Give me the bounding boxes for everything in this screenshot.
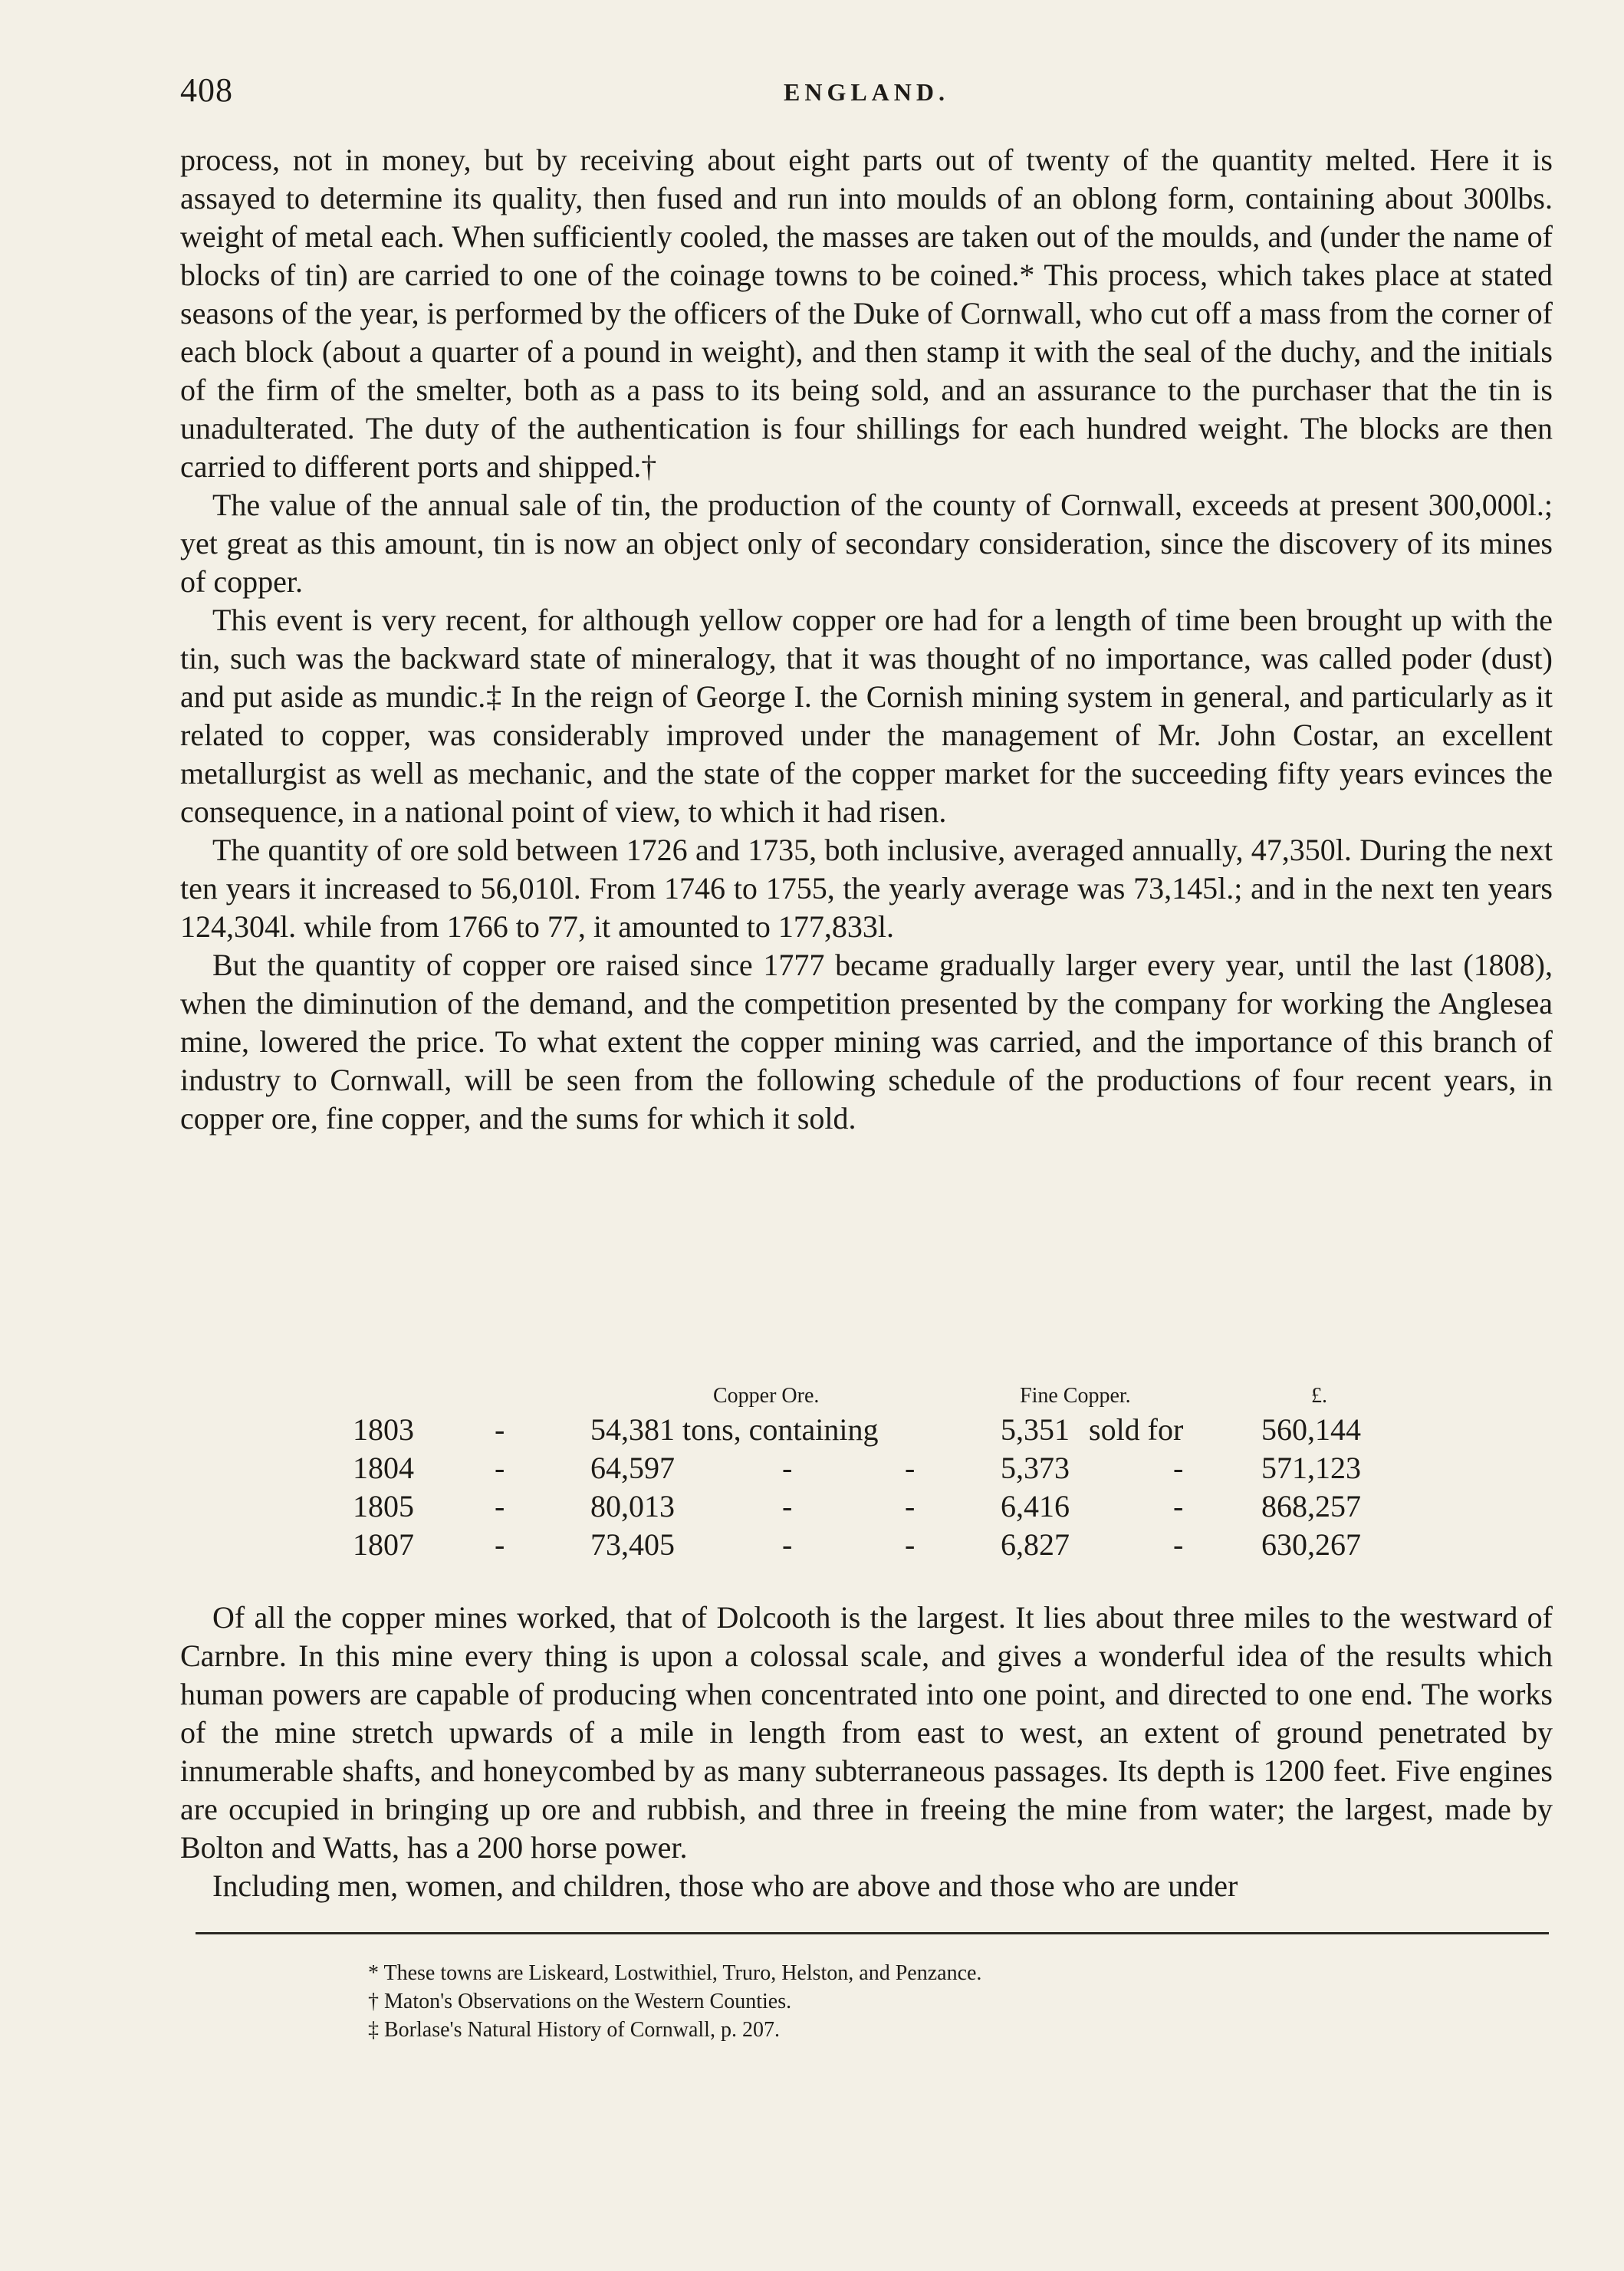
row-ore: 54,381 tons, containing	[590, 1412, 879, 1447]
row-connector: sold for	[1089, 1412, 1184, 1447]
row-dash: -	[495, 1527, 505, 1562]
paragraph-1: process, not in money, but by receiving about eight parts out of twenty of the quantity melted. Here it is assayed to determine its quality, then fused and run into moulds of an oblong form, containing about 300lbs. weight of metal each. When sufficiently cooled, the masses are taken out of the moulds, and (under the name of blocks of tin) are carried to one of the coinage towns to be coined.* This process, which takes place at stated seasons of the year, is performed by the officers of the Duke of Cornwall, who cut off a mass from the corner of each block (about a quarter of a pound in weight), and then stamp it with the seal of the duchy, and the initials of the firm of the smelter, both as a pass to its being sold, and an assurance to the purchaser that the tin is unadulterated. The duty of the authentication is four shillings for each hundred weight. The blocks are then carried to different ports and shipped.†	[180, 143, 1553, 484]
table-header	[353, 1384, 1426, 1412]
row-dash: -	[905, 1527, 916, 1562]
row-connector: -	[1173, 1527, 1184, 1562]
row-connector: -	[1173, 1489, 1184, 1523]
row-sum: 560,144	[1261, 1412, 1361, 1447]
footnote-3: ‡ Borlase's Natural History of Cornwall, p. 207.	[368, 2018, 780, 2042]
row-connector: -	[1173, 1451, 1184, 1485]
row-dash: -	[905, 1451, 916, 1485]
row-sum: 868,257	[1261, 1489, 1361, 1523]
paragraph-2: The value of the annual sale of tin, the production of the county of Cornwall, exceeds at present 300,000l.; yet great as this amount, tin is now an object only of secondary consideration, since the discovery of its mines of copper.	[180, 488, 1553, 599]
row-fine: 6,416	[1001, 1489, 1070, 1523]
table-row	[353, 1450, 1426, 1488]
paragraph-5: But the quantity of copper ore raised since 1777 became gradually larger every year, until the last (1808), when the diminution of the demand, and the competition presented by the company for working the Anglesea mine, lowered the price. To what extent the copper mining was carried, and the importance of this branch of industry to Cornwall, will be seen from the following schedule of the productions of four recent years, in copper ore, fine copper, and the sums for which it sold.	[180, 948, 1553, 1136]
row-dash: -	[782, 1451, 793, 1485]
footnotes	[368, 1959, 981, 2044]
table-row	[353, 1488, 1426, 1527]
table-row	[353, 1527, 1426, 1565]
row-fine: 5,373	[1001, 1451, 1070, 1485]
paragraph-7: Including men, women, and children, those who are above and those who are under	[212, 1868, 1238, 1903]
row-dash: -	[495, 1451, 505, 1485]
main-text-continued	[180, 1599, 1553, 1905]
footnote-1: * These towns are Liskeard, Lostwithiel, Truro, Helston, and Penzance.	[368, 1961, 982, 1985]
row-sum: 571,123	[1261, 1451, 1361, 1485]
header-pounds: £.	[1311, 1384, 1327, 1408]
paragraph-4: The quantity of ore sold between 1726 and 1735, both inclusive, averaged annually, 47,350l. During the next ten years it increased to 56,010l. From 1746 to 1755, the yearly average was 73,145l.; and in the next ten years 124,304l. while from 1766 to 77, it amounted to 177,833l.	[180, 833, 1553, 944]
main-text	[180, 141, 1553, 1138]
page-number: 408	[180, 71, 233, 109]
row-dash: -	[782, 1489, 793, 1523]
row-year: 1803	[353, 1412, 414, 1447]
row-ore: 64,597	[590, 1451, 675, 1485]
row-year: 1804	[353, 1451, 414, 1485]
table-row	[353, 1412, 1426, 1450]
row-year: 1807	[353, 1527, 414, 1562]
copper-schedule-table	[353, 1384, 1426, 1565]
row-ore: 80,013	[590, 1489, 675, 1523]
footnote-2: † Maton's Observations on the Western Counties.	[368, 1990, 792, 2013]
row-dash: -	[495, 1412, 505, 1447]
row-ore: 73,405	[590, 1527, 675, 1562]
row-fine: 5,351	[1001, 1412, 1070, 1447]
row-fine: 6,827	[1001, 1527, 1070, 1562]
paragraph-6: Of all the copper mines worked, that of Dolcooth is the largest. It lies about three miles to the westward of Carnbre. In this mine every thing is upon a colossal scale, and gives a wonderful idea of the results which human powers are capable of producing when concentrated into one point, and directed to one end. The works of the mine stretch upwards of a mile in length from east to west, an extent of ground penetrated by innumerable shafts, and honeycombed by as many subterraneous passages. Its depth is 1200 feet. Five engines are occupied in bringing up ore and rubbish, and three in freeing the mine from water; the largest, made by Bolton and Watts, has a 200 horse power.	[180, 1600, 1553, 1865]
page-header	[180, 71, 1553, 117]
header-copper-ore: Copper Ore.	[713, 1384, 820, 1408]
footnote-divider	[196, 1932, 1549, 1934]
header-fine-copper: Fine Copper.	[1020, 1384, 1131, 1408]
row-sum: 630,267	[1261, 1527, 1361, 1562]
row-year: 1805	[353, 1489, 414, 1523]
row-dash: -	[905, 1489, 916, 1523]
row-dash: -	[782, 1527, 793, 1562]
paragraph-3: This event is very recent, for although yellow copper ore had for a length of time been brought up with the tin, such was the backward state of mineralogy, that it was thought of no importance, was called poder (dust) and put aside as mundic.‡ In the reign of George I. the Cornish mining system in general, and particularly as it related to copper, was considerably improved under the management of Mr. John Costar, an excellent metallurgist as well as mechanic, and the state of the copper market for the succeeding fifty years evinces the consequence, in a national point of view, to which it had risen.	[180, 603, 1553, 829]
row-dash: -	[495, 1489, 505, 1523]
running-title: ENGLAND.	[783, 78, 949, 106]
